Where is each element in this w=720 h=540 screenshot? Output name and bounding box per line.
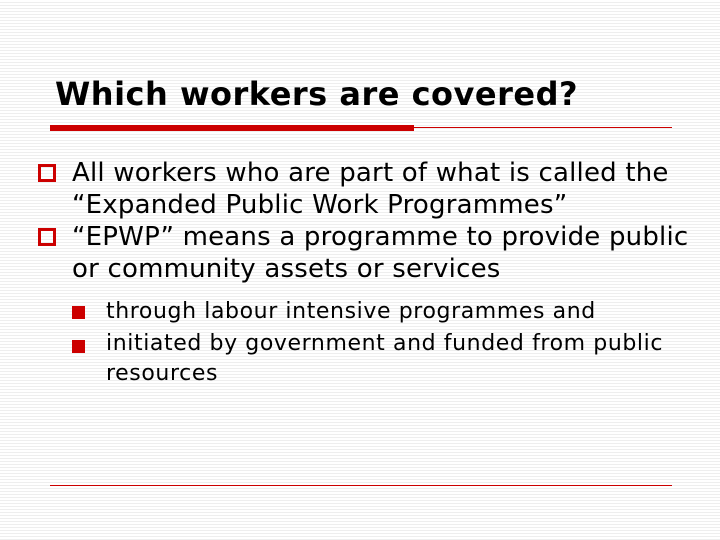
sub-bullet-list [72, 295, 708, 389]
sub-bullet-item [72, 295, 708, 329]
filled-square-icon [72, 306, 85, 319]
slide-title: Which workers are covered? [55, 75, 579, 113]
title-underline-thin [414, 127, 672, 128]
footer-rule [50, 485, 672, 486]
filled-square-icon [72, 340, 85, 353]
sub-bullet-item [72, 329, 708, 389]
bullet-list [38, 157, 708, 389]
hollow-square-icon [38, 164, 56, 182]
bullet-item [38, 221, 708, 389]
title-underline-thick [50, 125, 414, 131]
bullet-text: All workers who are part of what is called the “Expanded Public Work Programmes” [72, 158, 669, 220]
sub-bullet-text: through labour intensive programmes and [106, 299, 596, 324]
bullet-text: “EPWP” means a programme to provide public or community assets or services [72, 222, 689, 284]
hollow-square-icon [38, 228, 56, 246]
bullet-item [38, 157, 708, 221]
sub-bullet-text: initiated by government and funded from public resources [106, 331, 664, 386]
